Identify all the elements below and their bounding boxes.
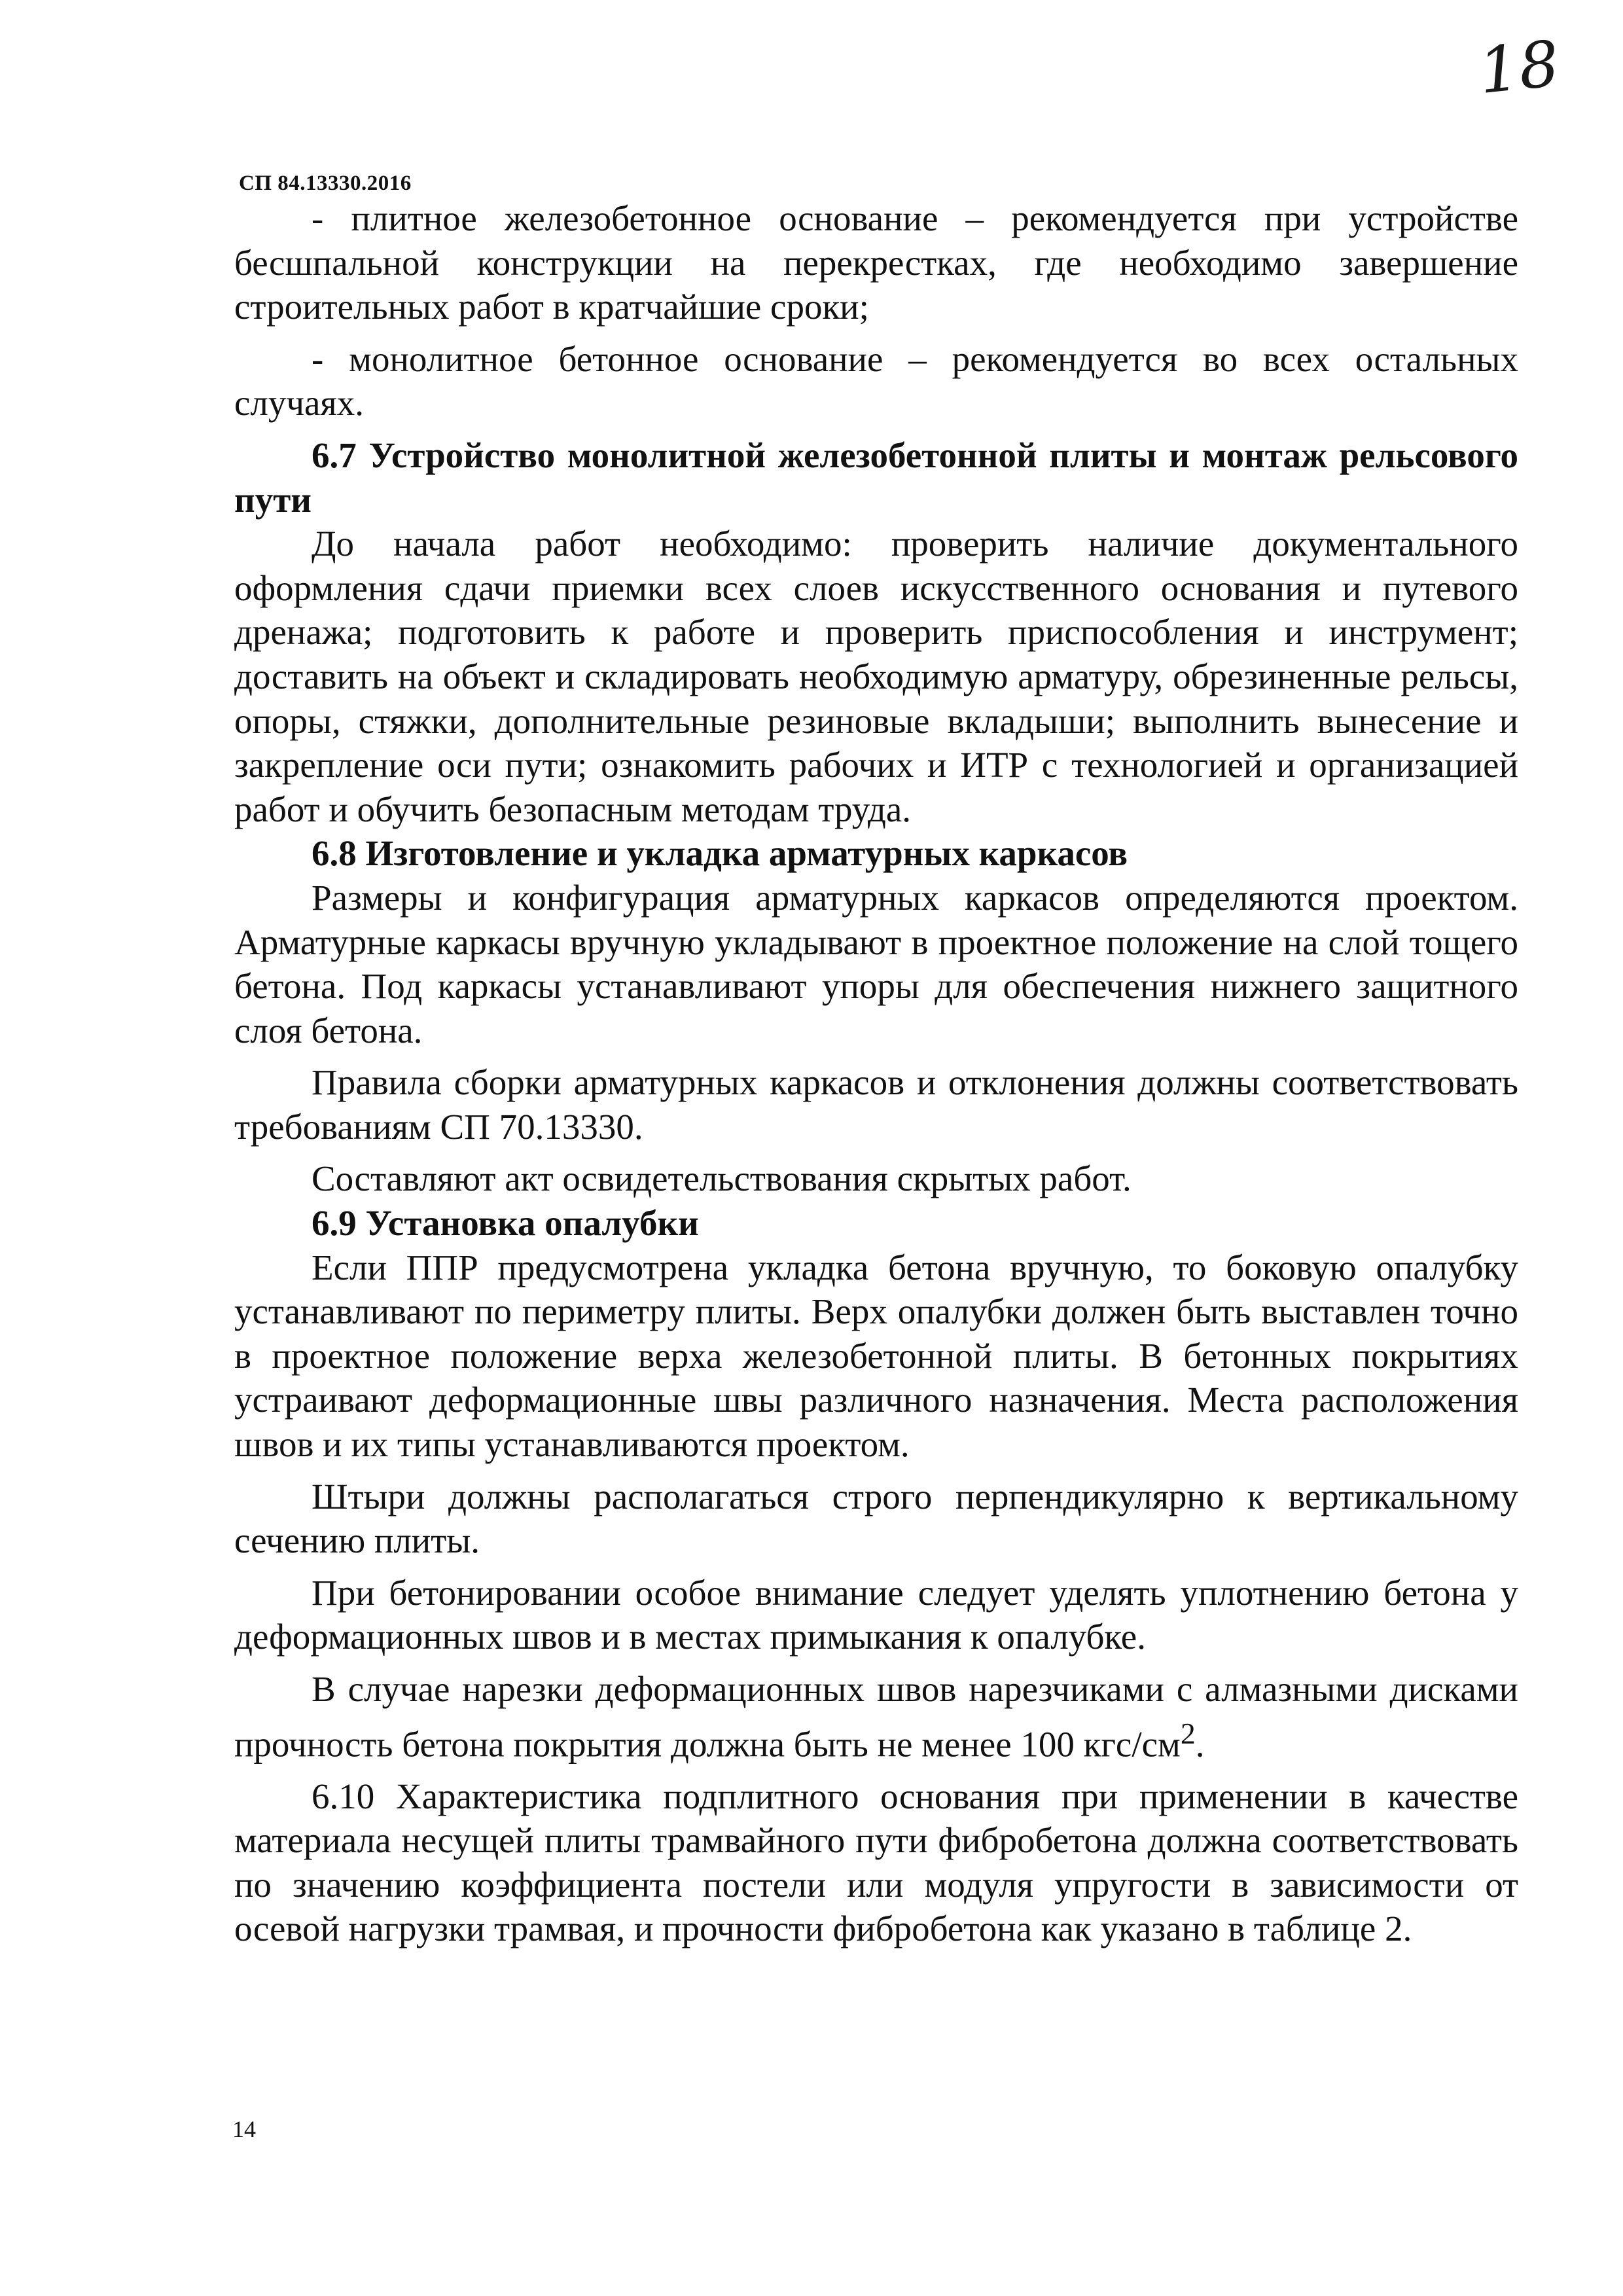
- paragraph-joint-cutting: [234, 1667, 1518, 1767]
- handwritten-page-mark: 18: [1475, 26, 1563, 109]
- paragraph-frame-config: Размеры и конфигурация арматурных каркасов определяются проектом. Арматурные каркасы вручную укладывают в проектное положение на слой тощего бетона. Под каркасы устанавливают упоры для обеспечения нижнего защитного слоя бетона.: [234, 877, 1518, 1050]
- superscript-2: 2: [1180, 1716, 1196, 1750]
- paragraph-compaction: При бетонировании особое внимание следует уделять уплотнению бетона у деформационных швов и в местах примыкания к опалубке.: [234, 1572, 1518, 1657]
- paragraph-assembly-rules: Правила сборки арматурных каркасов и отклонения должны соответствовать требованиям СП 70.13330.: [234, 1062, 1518, 1147]
- paragraph-monolithic-base: - монолитное бетонное основание – рекомендуется во всех остальных случаях.: [234, 338, 1518, 423]
- joint-cutting-text: В случае нарезки деформационных швов нарезчиками с алмазными дисками прочность бетона покрытия должна быть не менее 100 кгс/см: [234, 1669, 1518, 1764]
- document-code-header: СП 84.13330.2016: [239, 171, 412, 195]
- paragraph-formwork: Если ППР предусмотрена укладка бетона вручную, то боковую опалубку устанавливают по периметру плиты. Верх опалубки должен быть выставлен точно в проектное положение верха железобетонной плиты. В бетонных покрытиях устраивают деформационные швы различного назначения. Места расположения швов и их типы устанавливаются проектом.: [234, 1247, 1518, 1465]
- document-body: [234, 196, 1518, 1951]
- page-number: 14: [232, 2116, 256, 2142]
- paragraph-inspection-act: Составляют акт освидетельствования скрытых работ.: [312, 1158, 1132, 1199]
- paragraph-fibro-concrete: 6.10 Характеристика подплитного основания при применении в качестве материала несущей плиты трамвайного пути фибробетона должна соответствовать по значению коэффициента постели или модуля упругости в зависимости от осевой нагрузки трамвая, и прочности фибробетона как указано в таблице 2.: [234, 1776, 1518, 1949]
- section-heading-6-7: 6.7 Устройство монолитной железобетонной плиты и монтаж рельсового пути: [234, 435, 1518, 520]
- paragraph-dowels: Штыри должны располагаться строго перпендикулярно к вертикальному сечению плиты.: [234, 1476, 1518, 1561]
- paragraph-preparation: До начала работ необходимо: проверить наличие документального оформления сдачи приемки всех слоев искусственного основания и путевого дренажа; подготовить к работе и проверить приспособления и инструмент; доставить на объект и складировать необходимую арматуру, обрезиненные рельсы, опоры, стяжки, дополнительные резиновые вкладыши; выполнить вынесение и закрепление оси пути; ознакомить рабочих и ИТР с технологией и организацией работ и обучить безопасным методам труда.: [234, 524, 1518, 829]
- paragraph-slab-base: - плитное железобетонное основание – рекомендуется при устройстве бесшпальной конструкции на перекрестках, где необходимо завершение строительных работ в кратчайшие сроки;: [234, 198, 1518, 327]
- section-heading-6-9: 6.9 Установка опалубки: [312, 1203, 699, 1244]
- section-heading-6-8: 6.8 Изготовление и укладка арматурных каркасов: [312, 833, 1128, 874]
- joint-cutting-period: .: [1195, 1723, 1205, 1764]
